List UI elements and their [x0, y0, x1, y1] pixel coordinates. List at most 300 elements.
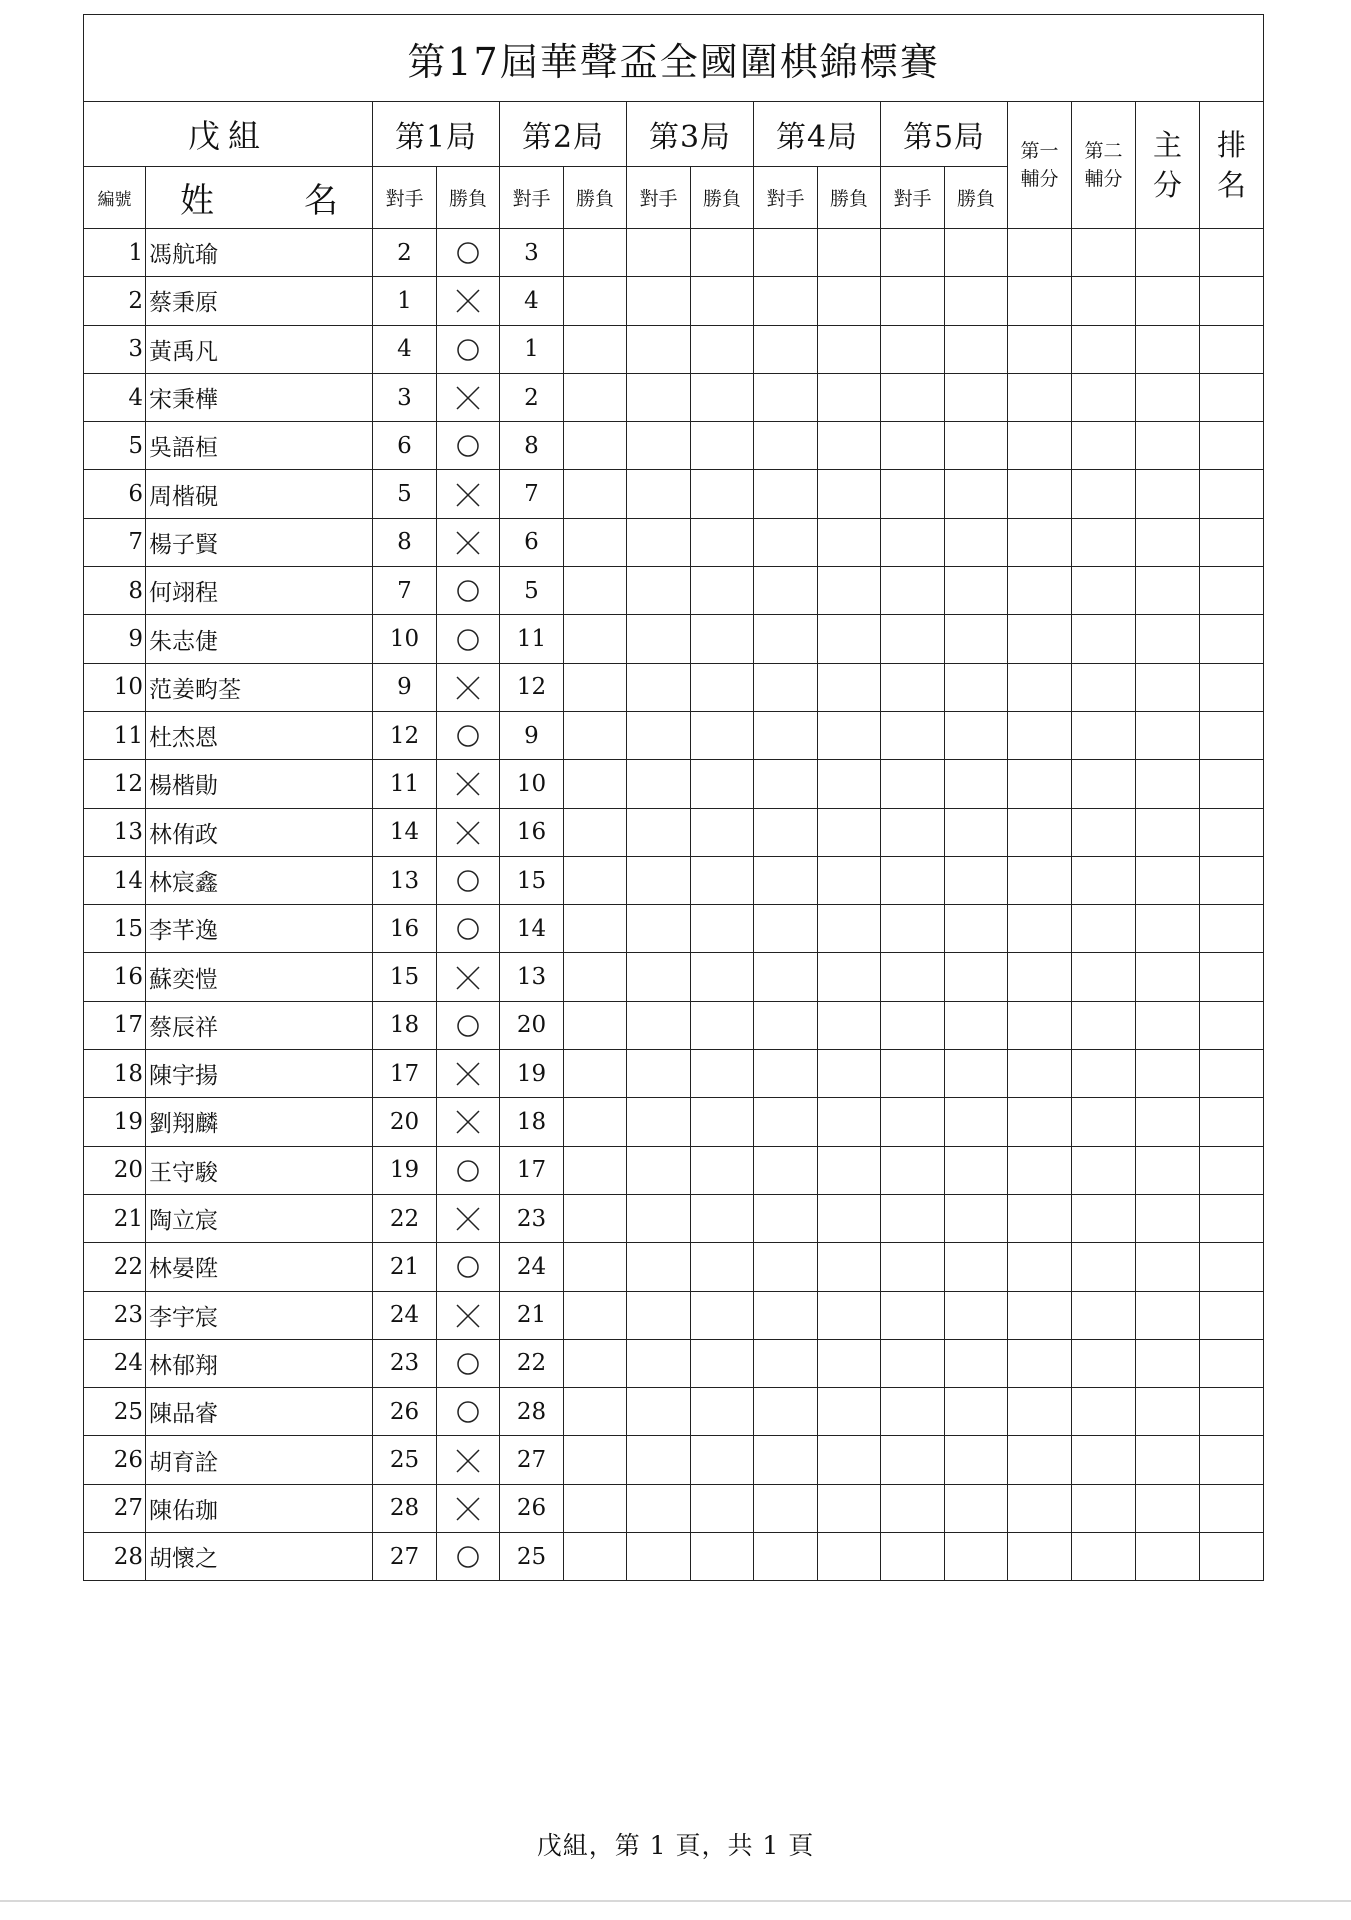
- table-row: [84, 760, 1264, 808]
- r1-opponent-cell: 7: [373, 567, 437, 615]
- r5-result-cell: [945, 856, 1008, 904]
- aux-score-1-cell: [1008, 663, 1072, 711]
- r2-opponent-cell: 13: [500, 953, 564, 1001]
- circle-icon: [455, 433, 481, 459]
- r5-result-cell: [945, 1291, 1008, 1339]
- r3-result-cell: [691, 905, 754, 953]
- aux-score-2-cell: [1072, 856, 1136, 904]
- r1-result-cell: [437, 470, 500, 518]
- player-number: 19: [84, 1098, 146, 1146]
- r3-result-cell: [691, 1194, 754, 1242]
- main-score-cell: [1136, 518, 1200, 566]
- r1-opponent-header: 對手: [373, 167, 437, 229]
- r3-result-cell: [691, 1001, 754, 1049]
- r1-opponent-cell: 13: [373, 856, 437, 904]
- r4-result-cell: [818, 615, 881, 663]
- cross-icon: [455, 820, 481, 846]
- player-number: 26: [84, 1436, 146, 1484]
- r3-opponent-cell: [627, 1001, 691, 1049]
- r4-result-cell: [818, 470, 881, 518]
- player-number: 18: [84, 1050, 146, 1098]
- player-name: 何翊程: [146, 567, 373, 615]
- r5-result-cell: [945, 1339, 1008, 1387]
- player-name: 蘇奕愷: [146, 953, 373, 1001]
- scan-edge-divider: [0, 1900, 1351, 1902]
- cross-icon: [455, 288, 481, 314]
- r5-opponent-cell: [881, 760, 945, 808]
- main-score-cell: [1136, 663, 1200, 711]
- r3-result-cell: [691, 470, 754, 518]
- main-score-cell: [1136, 905, 1200, 953]
- rank-cell: [1200, 711, 1264, 759]
- rank-cell: [1200, 373, 1264, 421]
- r2-opponent-cell: 11: [500, 615, 564, 663]
- rank-cell: [1200, 1484, 1264, 1532]
- r3-opponent-cell: [627, 760, 691, 808]
- r3-result-cell: [691, 615, 754, 663]
- r3-result-cell: [691, 663, 754, 711]
- r2-result-cell: [564, 1533, 627, 1581]
- player-number: 21: [84, 1194, 146, 1242]
- aux-score-2-cell: [1072, 760, 1136, 808]
- table-row: [84, 1339, 1264, 1387]
- r4-result-cell: [818, 808, 881, 856]
- player-name: 宋秉樺: [146, 373, 373, 421]
- table-row: [84, 567, 1264, 615]
- table-row: [84, 1194, 1264, 1242]
- r5-opponent-cell: [881, 1243, 945, 1291]
- r1-opponent-cell: 15: [373, 953, 437, 1001]
- r3-opponent-cell: [627, 1146, 691, 1194]
- r3-result-cell: [691, 277, 754, 325]
- r2-result-cell: [564, 905, 627, 953]
- r3-result-cell: [691, 229, 754, 277]
- group-label: 戊組: [84, 102, 373, 167]
- r2-opponent-cell: 9: [500, 711, 564, 759]
- aux-score-2-header: [1072, 102, 1136, 229]
- rank-cell: [1200, 470, 1264, 518]
- r2-result-cell: [564, 953, 627, 1001]
- r4-opponent-cell: [754, 1050, 818, 1098]
- player-number: 28: [84, 1533, 146, 1581]
- rank-cell: [1200, 1194, 1264, 1242]
- cross-icon: [455, 965, 481, 991]
- circle-icon: [455, 916, 481, 942]
- main-score-cell: [1136, 1533, 1200, 1581]
- r3-result-cell: [691, 953, 754, 1001]
- aux-score-2-cell: [1072, 1484, 1136, 1532]
- player-number: 13: [84, 808, 146, 856]
- r3-opponent-cell: [627, 1339, 691, 1387]
- cross-icon: [455, 1061, 481, 1087]
- r1-opponent-cell: 14: [373, 808, 437, 856]
- r3-result-cell: [691, 567, 754, 615]
- aux-score-1-cell: [1008, 1243, 1072, 1291]
- r5-opponent-cell: [881, 277, 945, 325]
- circle-icon: [455, 627, 481, 653]
- r2-opponent-cell: 19: [500, 1050, 564, 1098]
- r4-result-cell: [818, 1339, 881, 1387]
- r3-opponent-cell: [627, 953, 691, 1001]
- main-score-cell: [1136, 1436, 1200, 1484]
- r1-result-cell: [437, 1388, 500, 1436]
- r3-opponent-cell: [627, 470, 691, 518]
- main-score-cell: [1136, 1050, 1200, 1098]
- r1-opponent-cell: 5: [373, 470, 437, 518]
- aux-score-1-cell: [1008, 1436, 1072, 1484]
- r2-opponent-cell: 15: [500, 856, 564, 904]
- rank-cell: [1200, 518, 1264, 566]
- r4-opponent-cell: [754, 567, 818, 615]
- r1-opponent-cell: 1: [373, 277, 437, 325]
- r3-opponent-cell: [627, 615, 691, 663]
- table-row: [84, 1243, 1264, 1291]
- r1-result-cell: [437, 1194, 500, 1242]
- aux-score-1-cell: [1008, 567, 1072, 615]
- player-name: 劉翔麟: [146, 1098, 373, 1146]
- aux-score-2-cell: [1072, 325, 1136, 373]
- rank-cell: [1200, 422, 1264, 470]
- r4-opponent-header: 對手: [754, 167, 818, 229]
- r2-opponent-cell: 25: [500, 1533, 564, 1581]
- r4-result-cell: [818, 1291, 881, 1339]
- r2-opponent-cell: 4: [500, 277, 564, 325]
- r4-result-cell: [818, 277, 881, 325]
- player-number: 8: [84, 567, 146, 615]
- player-number: 16: [84, 953, 146, 1001]
- r2-opponent-header: 對手: [500, 167, 564, 229]
- r5-result-header: 勝負: [945, 167, 1008, 229]
- r1-result-cell: [437, 1001, 500, 1049]
- r5-result-cell: [945, 567, 1008, 615]
- r2-result-cell: [564, 373, 627, 421]
- r4-result-cell: [818, 905, 881, 953]
- r2-result-cell: [564, 1001, 627, 1049]
- player-name: 杜杰恩: [146, 711, 373, 759]
- main-score-cell: [1136, 760, 1200, 808]
- aux-score-1-cell: [1008, 229, 1072, 277]
- r1-result-cell: [437, 1339, 500, 1387]
- main-score-cell: [1136, 277, 1200, 325]
- rank-line1: 排: [1217, 128, 1247, 162]
- r1-result-cell: [437, 1436, 500, 1484]
- r5-opponent-header: 對手: [881, 167, 945, 229]
- player-name: 林晏陞: [146, 1243, 373, 1291]
- aux-score-2-cell: [1072, 470, 1136, 518]
- aux-score-1-cell: [1008, 1098, 1072, 1146]
- r5-opponent-cell: [881, 518, 945, 566]
- player-number: 20: [84, 1146, 146, 1194]
- r4-opponent-cell: [754, 1339, 818, 1387]
- main-score-cell: [1136, 1098, 1200, 1146]
- r2-result-cell: [564, 711, 627, 759]
- player-name: 楊楷勛: [146, 760, 373, 808]
- r1-opponent-cell: 25: [373, 1436, 437, 1484]
- cross-icon: [455, 530, 481, 556]
- player-number: 14: [84, 856, 146, 904]
- r4-result-cell: [818, 1146, 881, 1194]
- player-name: 蔡辰祥: [146, 1001, 373, 1049]
- r5-result-cell: [945, 422, 1008, 470]
- r4-opponent-cell: [754, 1098, 818, 1146]
- main-score-cell: [1136, 711, 1200, 759]
- r5-opponent-cell: [881, 1146, 945, 1194]
- r3-result-cell: [691, 325, 754, 373]
- r2-opponent-cell: 3: [500, 229, 564, 277]
- r2-opponent-cell: 18: [500, 1098, 564, 1146]
- rank-cell: [1200, 1339, 1264, 1387]
- player-name: 林郁翔: [146, 1339, 373, 1387]
- r5-result-cell: [945, 1050, 1008, 1098]
- r5-result-cell: [945, 1146, 1008, 1194]
- r4-result-cell: [818, 1388, 881, 1436]
- r2-opponent-cell: 20: [500, 1001, 564, 1049]
- r4-opponent-cell: [754, 663, 818, 711]
- round-2-header: 第2局: [500, 102, 627, 167]
- r5-result-cell: [945, 229, 1008, 277]
- r4-opponent-cell: [754, 760, 818, 808]
- r4-result-cell: [818, 422, 881, 470]
- r5-result-cell: [945, 277, 1008, 325]
- player-number: 10: [84, 663, 146, 711]
- circle-icon: [455, 1158, 481, 1184]
- rank-line2: 名: [1217, 168, 1247, 202]
- r2-result-cell: [564, 1098, 627, 1146]
- player-number: 11: [84, 711, 146, 759]
- table-row: [84, 470, 1264, 518]
- table-row: [84, 518, 1264, 566]
- r1-opponent-cell: 9: [373, 663, 437, 711]
- r2-opponent-cell: 22: [500, 1339, 564, 1387]
- aux-score-1-cell: [1008, 1194, 1072, 1242]
- r2-result-cell: [564, 663, 627, 711]
- aux-score-2-line1: 第二: [1084, 140, 1123, 162]
- rank-cell: [1200, 229, 1264, 277]
- r2-opponent-cell: 2: [500, 373, 564, 421]
- rank-header: [1200, 102, 1264, 229]
- r1-result-cell: [437, 325, 500, 373]
- table-row: [84, 615, 1264, 663]
- r5-opponent-cell: [881, 567, 945, 615]
- r1-result-cell: [437, 229, 500, 277]
- r1-result-cell: [437, 1243, 500, 1291]
- r4-opponent-cell: [754, 373, 818, 421]
- main-score-cell: [1136, 808, 1200, 856]
- r3-result-cell: [691, 1436, 754, 1484]
- r3-opponent-cell: [627, 1050, 691, 1098]
- aux-score-1-cell: [1008, 711, 1072, 759]
- table-row: [84, 1533, 1264, 1581]
- r3-opponent-cell: [627, 711, 691, 759]
- aux-score-2-cell: [1072, 567, 1136, 615]
- r3-result-cell: [691, 760, 754, 808]
- r2-opponent-cell: 1: [500, 325, 564, 373]
- r1-opponent-cell: 21: [373, 1243, 437, 1291]
- main-score-cell: [1136, 856, 1200, 904]
- rank-cell: [1200, 615, 1264, 663]
- rank-cell: [1200, 856, 1264, 904]
- r2-result-cell: [564, 1436, 627, 1484]
- name-header-char2: 名: [304, 181, 338, 221]
- rank-cell: [1200, 1001, 1264, 1049]
- r2-result-cell: [564, 518, 627, 566]
- rank-cell: [1200, 1388, 1264, 1436]
- main-score-cell: [1136, 567, 1200, 615]
- r2-result-cell: [564, 470, 627, 518]
- r1-opponent-cell: 19: [373, 1146, 437, 1194]
- r2-result-cell: [564, 615, 627, 663]
- aux-score-1-cell: [1008, 1388, 1072, 1436]
- r4-result-cell: [818, 760, 881, 808]
- table-row: [84, 422, 1264, 470]
- r4-result-cell: [818, 1001, 881, 1049]
- r4-result-cell: [818, 518, 881, 566]
- aux-score-1-cell: [1008, 277, 1072, 325]
- aux-score-1-header: [1008, 102, 1072, 229]
- r2-opponent-cell: 7: [500, 470, 564, 518]
- r5-opponent-cell: [881, 1291, 945, 1339]
- main-score-cell: [1136, 325, 1200, 373]
- circle-icon: [455, 240, 481, 266]
- r3-result-cell: [691, 373, 754, 421]
- r3-result-cell: [691, 1533, 754, 1581]
- r3-result-cell: [691, 1291, 754, 1339]
- circle-icon: [455, 1013, 481, 1039]
- table-row: [84, 856, 1264, 904]
- r5-result-cell: [945, 808, 1008, 856]
- r1-result-cell: [437, 905, 500, 953]
- r3-opponent-cell: [627, 808, 691, 856]
- r5-opponent-cell: [881, 663, 945, 711]
- r1-opponent-cell: 20: [373, 1098, 437, 1146]
- table-row: [84, 229, 1264, 277]
- r3-opponent-cell: [627, 1098, 691, 1146]
- main-score-cell: [1136, 1484, 1200, 1532]
- aux-score-2-cell: [1072, 711, 1136, 759]
- r1-opponent-cell: 28: [373, 1484, 437, 1532]
- aux-score-2-cell: [1072, 1291, 1136, 1339]
- r5-opponent-cell: [881, 808, 945, 856]
- rank-cell: [1200, 1146, 1264, 1194]
- r2-opponent-cell: 6: [500, 518, 564, 566]
- r4-result-cell: [818, 1533, 881, 1581]
- table-row: [84, 1146, 1264, 1194]
- r4-opponent-cell: [754, 325, 818, 373]
- r5-opponent-cell: [881, 953, 945, 1001]
- r2-opponent-cell: 24: [500, 1243, 564, 1291]
- r3-result-cell: [691, 1146, 754, 1194]
- r5-result-cell: [945, 711, 1008, 759]
- r1-result-cell: [437, 1533, 500, 1581]
- r2-opponent-cell: 10: [500, 760, 564, 808]
- circle-icon: [455, 1351, 481, 1377]
- player-number: 25: [84, 1388, 146, 1436]
- r5-opponent-cell: [881, 1484, 945, 1532]
- r3-result-cell: [691, 422, 754, 470]
- r3-opponent-cell: [627, 1291, 691, 1339]
- r3-result-cell: [691, 856, 754, 904]
- player-number: 17: [84, 1001, 146, 1049]
- r4-opponent-cell: [754, 856, 818, 904]
- r1-result-cell: [437, 1291, 500, 1339]
- table-row: [84, 1098, 1264, 1146]
- player-name: 蔡秉原: [146, 277, 373, 325]
- table-row: [84, 663, 1264, 711]
- cross-icon: [455, 1448, 481, 1474]
- r1-result-cell: [437, 760, 500, 808]
- main-score-cell: [1136, 953, 1200, 1001]
- r2-opponent-cell: 27: [500, 1436, 564, 1484]
- table-row: [84, 373, 1264, 421]
- r4-opponent-cell: [754, 1243, 818, 1291]
- r5-result-cell: [945, 373, 1008, 421]
- r4-result-cell: [818, 663, 881, 711]
- r1-result-cell: [437, 518, 500, 566]
- round-3-header: 第3局: [627, 102, 754, 167]
- r4-opponent-cell: [754, 1533, 818, 1581]
- aux-score-1-cell: [1008, 373, 1072, 421]
- page-footer: 戊組，第 1 頁，共 1 頁: [536, 1831, 815, 1860]
- cross-icon: [455, 1109, 481, 1135]
- r1-result-cell: [437, 808, 500, 856]
- r2-opponent-cell: 26: [500, 1484, 564, 1532]
- r5-opponent-cell: [881, 470, 945, 518]
- r1-opponent-cell: 10: [373, 615, 437, 663]
- r5-opponent-cell: [881, 229, 945, 277]
- r2-opponent-cell: 12: [500, 663, 564, 711]
- circle-icon: [455, 337, 481, 363]
- name-header-char1: 姓: [180, 181, 214, 221]
- r5-result-cell: [945, 518, 1008, 566]
- r2-opponent-cell: 28: [500, 1388, 564, 1436]
- r4-result-cell: [818, 325, 881, 373]
- r5-result-cell: [945, 1194, 1008, 1242]
- aux-score-1-cell: [1008, 856, 1072, 904]
- r1-result-cell: [437, 953, 500, 1001]
- r1-opponent-cell: 17: [373, 1050, 437, 1098]
- r5-result-cell: [945, 1098, 1008, 1146]
- table-row: [84, 808, 1264, 856]
- r3-opponent-cell: [627, 1484, 691, 1532]
- aux-score-2-cell: [1072, 518, 1136, 566]
- r1-result-cell: [437, 1146, 500, 1194]
- r2-opponent-cell: 21: [500, 1291, 564, 1339]
- r4-opponent-cell: [754, 1291, 818, 1339]
- r1-result-cell: [437, 373, 500, 421]
- player-number: 22: [84, 1243, 146, 1291]
- main-score-cell: [1136, 373, 1200, 421]
- table-row: [84, 1484, 1264, 1532]
- r3-result-cell: [691, 808, 754, 856]
- player-number: 7: [84, 518, 146, 566]
- r2-opponent-cell: 23: [500, 1194, 564, 1242]
- aux-score-2-cell: [1072, 1243, 1136, 1291]
- r2-result-cell: [564, 1388, 627, 1436]
- r4-result-cell: [818, 711, 881, 759]
- aux-score-2-cell: [1072, 422, 1136, 470]
- player-name: 李芊逸: [146, 905, 373, 953]
- player-name: 范姜畇荃: [146, 663, 373, 711]
- player-number: 4: [84, 373, 146, 421]
- rank-cell: [1200, 277, 1264, 325]
- r1-result-cell: [437, 615, 500, 663]
- r1-opponent-cell: 18: [373, 1001, 437, 1049]
- r1-opponent-cell: 4: [373, 325, 437, 373]
- main-score-cell: [1136, 1194, 1200, 1242]
- r2-result-cell: [564, 808, 627, 856]
- aux-score-1-cell: [1008, 518, 1072, 566]
- number-column-header: 編號: [84, 167, 146, 229]
